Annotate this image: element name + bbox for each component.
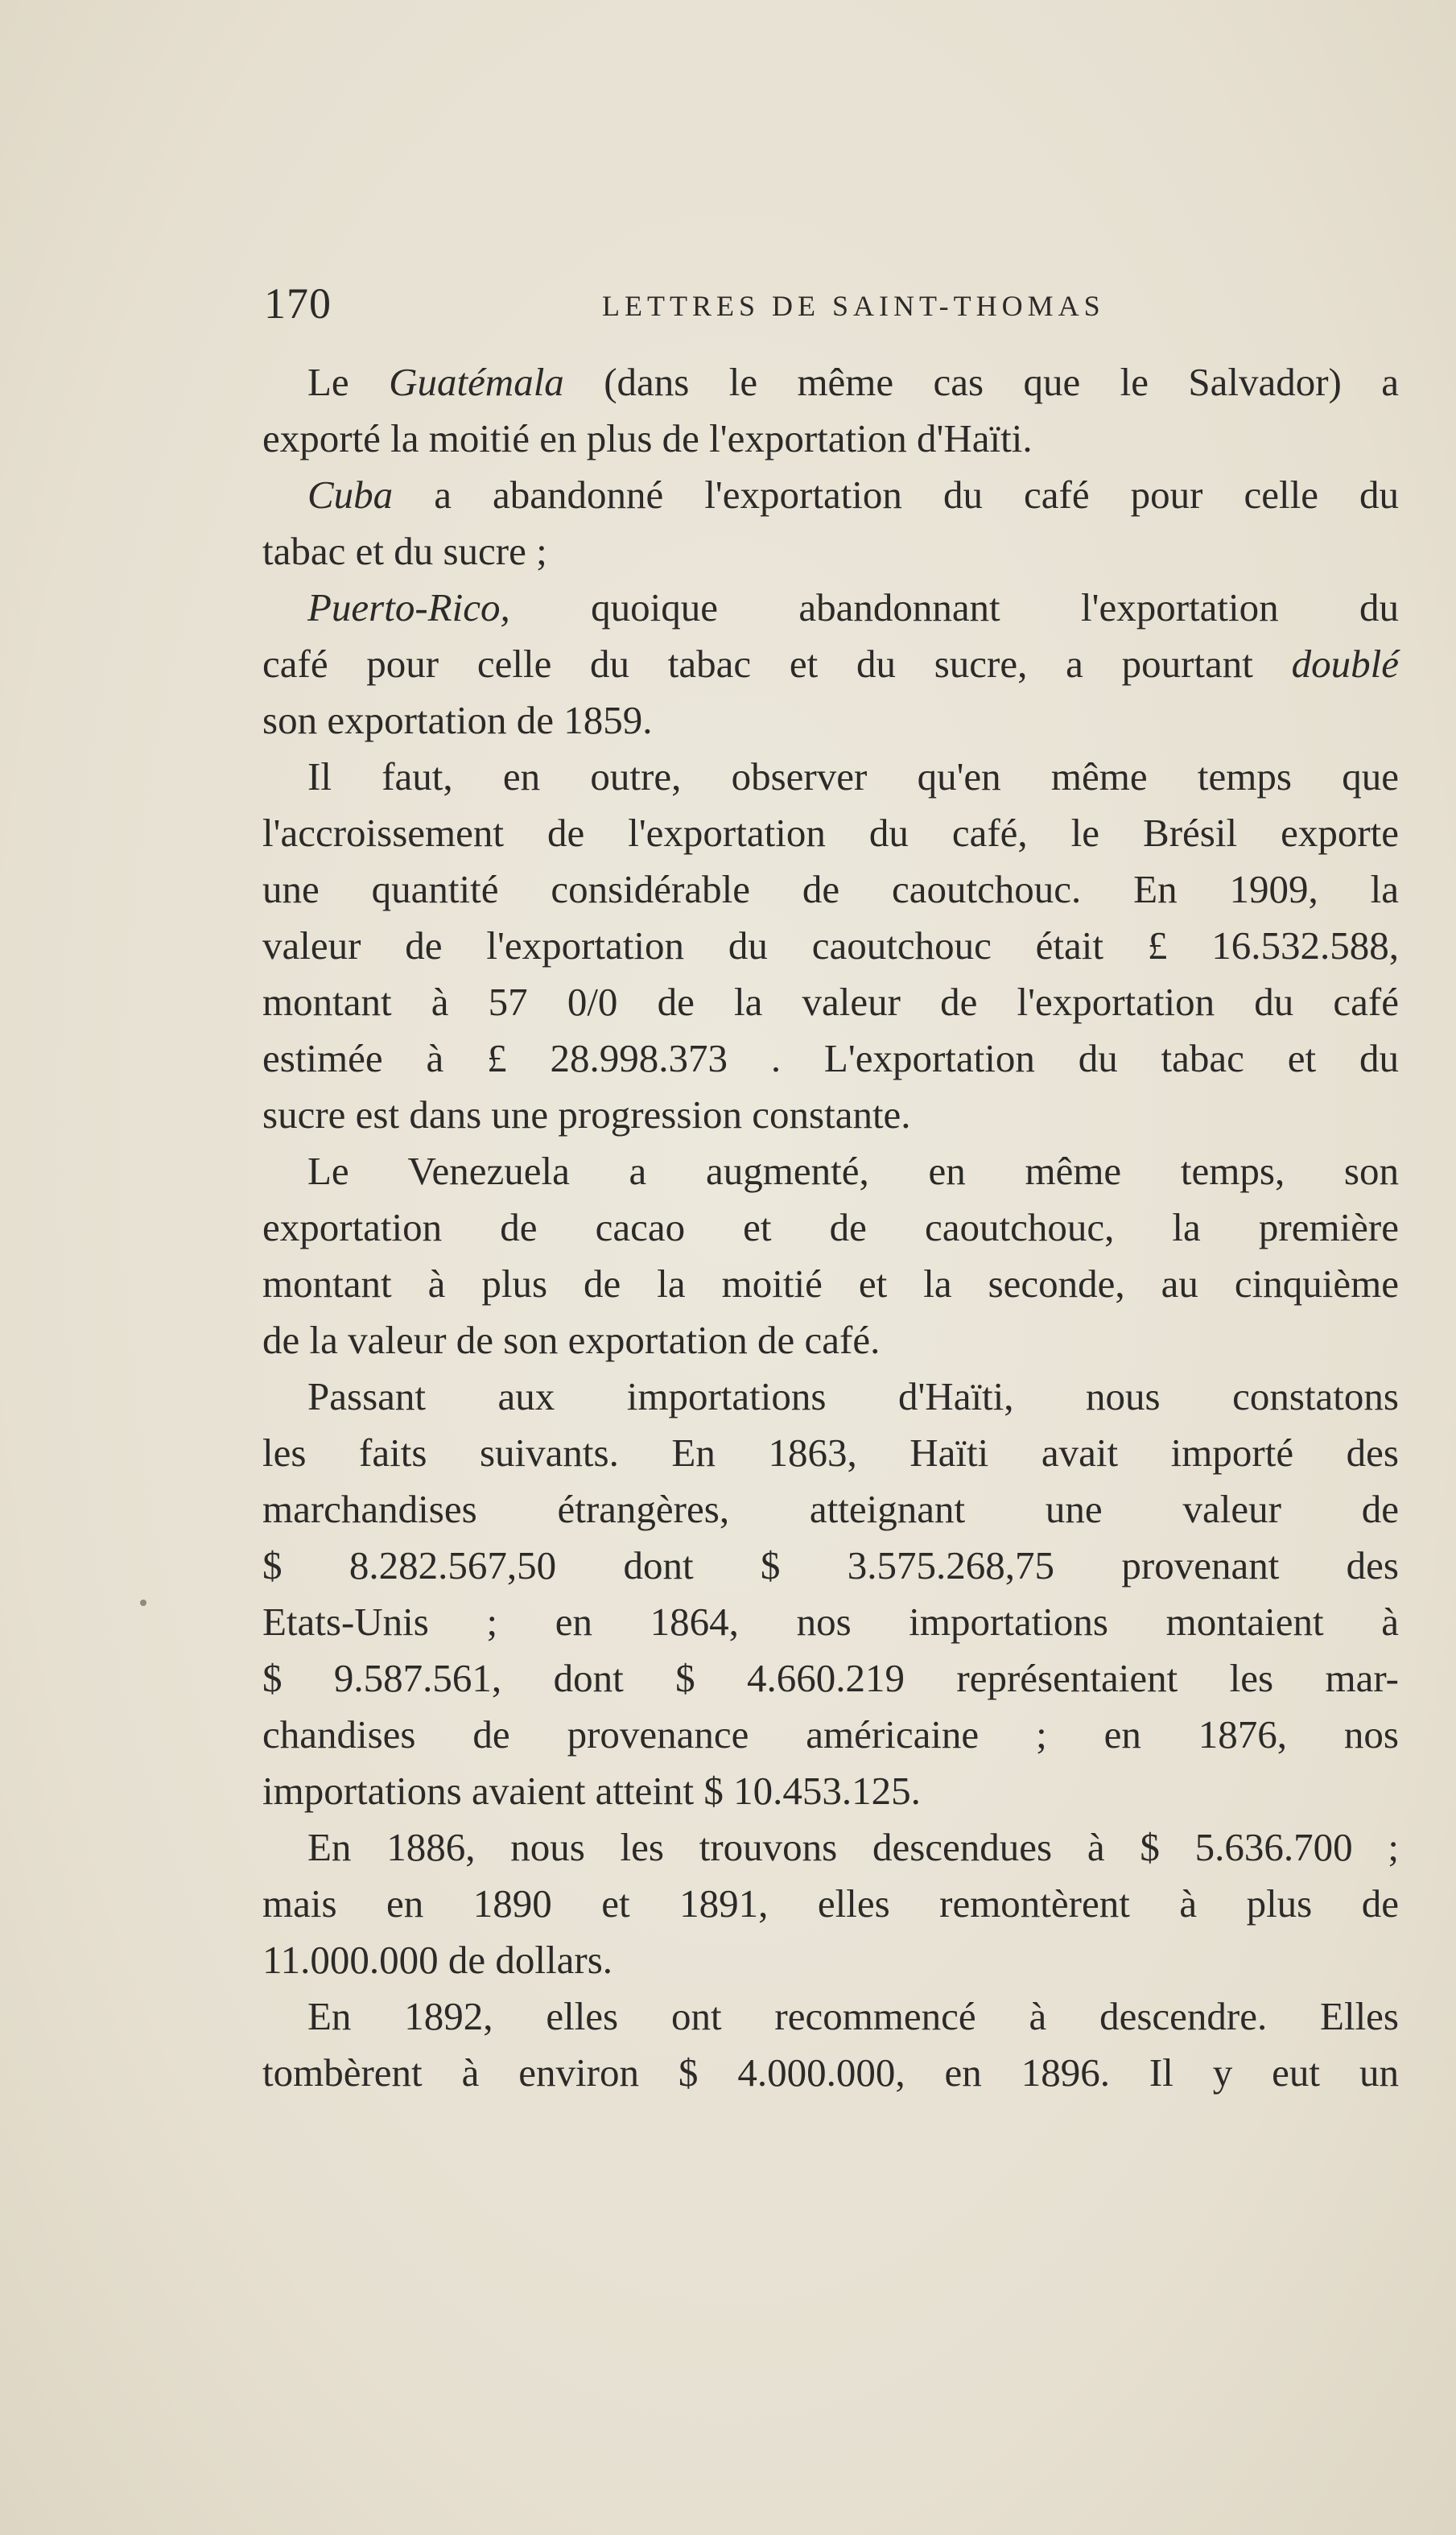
text-line: Puerto-Rico, quoique abandonnant l'exportation du (307, 585, 1399, 630)
body-text (262, 354, 1399, 2101)
page-number: 170 (264, 279, 332, 328)
text-line: les faits suivants. En 1863, Haïti avait importé des (262, 1431, 1399, 1475)
text-line: son exportation de 1859. (262, 698, 653, 742)
text-line: une quantité considérable de caoutchouc. En 1909, la (262, 867, 1399, 911)
text-line: montant à plus de la moitié et la seconde, au cinquième (262, 1261, 1399, 1306)
text-line: En 1886, nous les trouvons descendues à $ 5.636.700 ; (307, 1825, 1399, 1869)
text-line: tombèrent à environ $ 4.000.000, en 1896. Il y eut un (262, 2050, 1399, 2095)
running-title: LETTRES DE SAINT-THOMAS (602, 290, 1105, 322)
text-line: tabac et du sucre ; (262, 529, 547, 573)
text-line: Passant aux importations d'Haïti, nous constatons (307, 1374, 1399, 1418)
text-line: Le Guatémala (dans le même cas que le Salvador) a (307, 360, 1399, 404)
text-line: Le Venezuela a augmenté, en même temps, son (307, 1149, 1399, 1193)
ink-speck (140, 1600, 146, 1606)
text-line: importations avaient atteint $ 10.453.125. (262, 1769, 921, 1813)
text-line: sucre est dans une progression constante. (262, 1092, 911, 1137)
text-line: de la valeur de son exportation de café. (262, 1318, 881, 1362)
text-line: mais en 1890 et 1891, elles remontèrent à plus de (262, 1881, 1399, 1926)
text-line: montant à 57 0/0 de la valeur de l'exportation du café (262, 980, 1399, 1024)
text-line: l'accroissement de l'exportation du café, le Brésil exporte (262, 811, 1399, 855)
page-header (264, 275, 1400, 332)
text-line: $ 9.587.561, dont $ 4.660.219 représentaient les mar- (262, 1656, 1399, 1700)
text-line: valeur de l'exportation du caoutchouc était £ 16.532.588, (262, 923, 1399, 968)
text-line: estimée à £ 28.998.373 . L'exportation du tabac et du (262, 1036, 1399, 1080)
text-line: exportation de cacao et de caoutchouc, la première (262, 1205, 1399, 1249)
text-line: Il faut, en outre, observer qu'en même temps que (307, 754, 1399, 799)
text-line: café pour celle du tabac et du sucre, a pourtant doublé (262, 642, 1399, 686)
text-line: 11.000.000 de dollars. (262, 1938, 613, 1982)
text-line: exporté la moitié en plus de l'exportation d'Haïti. (262, 416, 1033, 460)
text-line: Etats-Unis ; en 1864, nos importations montaient à (262, 1600, 1399, 1644)
text-line: marchandises étrangères, atteignant une valeur de (262, 1487, 1399, 1531)
text-line: $ 8.282.567,50 dont $ 3.575.268,75 provenant des (262, 1543, 1399, 1587)
text-line: Cuba a abandonné l'exportation du café pour celle du (307, 473, 1399, 517)
text-line: En 1892, elles ont recommencé à descendre. Elles (307, 1994, 1399, 2038)
text-line: chandises de provenance américaine ; en 1876, nos (262, 1712, 1399, 1757)
